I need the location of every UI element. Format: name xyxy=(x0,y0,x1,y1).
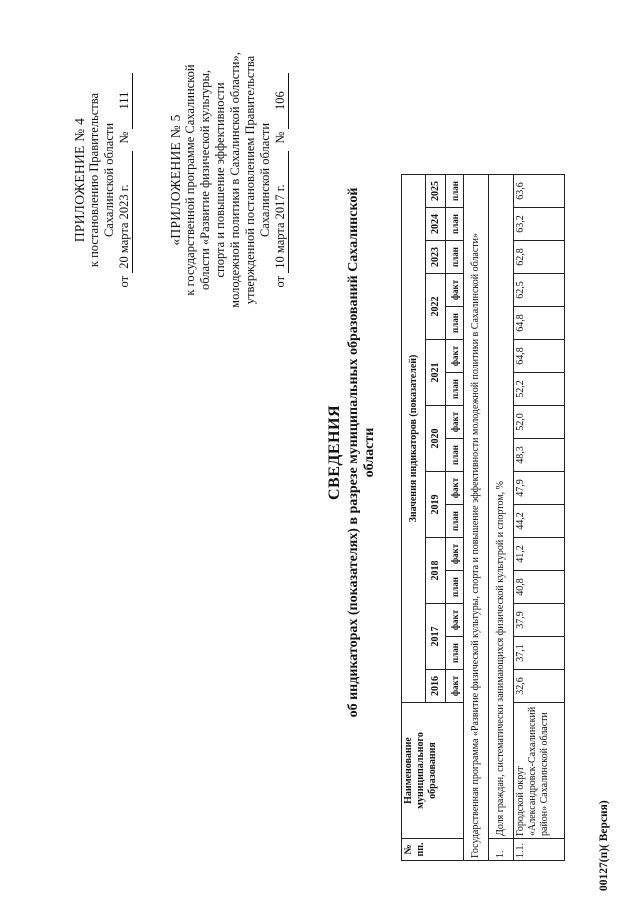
subhdr-2020-plan: план xyxy=(446,439,464,472)
appendix-4-date: 20 марта 2023 г. xyxy=(117,151,133,273)
appendix-4-num-label: № xyxy=(117,131,131,144)
value-cell: 64,8 xyxy=(514,340,565,373)
appendix-4-date-line xyxy=(117,45,133,315)
value-cell: 64,8 xyxy=(514,307,565,340)
year-2023: 2023 xyxy=(426,241,446,274)
appendix-4-line2: Сахалинской области xyxy=(102,122,116,238)
subhdr-2022-fact: факт xyxy=(446,274,464,307)
document-heading xyxy=(326,0,378,905)
appendix-5-line4: молодежной политики в Сахалинской области», xyxy=(228,52,242,308)
subhdr-2023-plan: план xyxy=(446,241,464,274)
appendix-5-from: от xyxy=(273,275,287,288)
appendix-5-line6: Сахалинской области xyxy=(258,122,272,238)
value-cell: 47,9 xyxy=(514,472,565,505)
appendix-5-num: 106 xyxy=(273,73,289,129)
indicators-table xyxy=(401,174,565,861)
year-2024: 2024 xyxy=(426,208,446,241)
value-cell: 62,8 xyxy=(514,241,565,274)
year-2018: 2018 xyxy=(426,538,446,604)
appendix-4-from: от xyxy=(117,275,131,288)
appendix-5-title: «ПРИЛОЖЕНИЕ № 5 xyxy=(168,114,183,246)
appendix-5-num-label: № xyxy=(273,131,287,144)
subhdr-2020-fact: факт xyxy=(446,406,464,439)
document-footer-code: 00127(п)( Версия) xyxy=(598,800,610,891)
appendix-5-line2: области «Развитие физической культуры, xyxy=(198,70,212,291)
value-cell: 32,6 xyxy=(514,670,565,703)
value-cell: 63,6 xyxy=(514,175,565,208)
value-cell: 41,2 xyxy=(514,538,565,571)
year-2022: 2022 xyxy=(426,274,446,340)
subhdr-2017-fact: факт xyxy=(446,604,464,637)
subhdr-2019-plan: план xyxy=(446,505,464,538)
appendix-4-title: ПРИЛОЖЕНИЕ № 4 xyxy=(72,117,87,243)
appendix-5-line5: утвержденной постановлением Правительства xyxy=(243,55,257,305)
appendix-5-date: 10 марта 2017 г. xyxy=(273,151,289,273)
value-cell: 63,2 xyxy=(514,208,565,241)
year-2019: 2019 xyxy=(426,472,446,538)
subhdr-2022-plan: план xyxy=(446,307,464,340)
program-row: Государственная программа «Развитие физической культуры, спорта и повышение эффективности молодежной политики в Сахалинской области» xyxy=(464,175,489,861)
appendix-5-header xyxy=(168,45,289,315)
year-2020: 2020 xyxy=(426,406,446,472)
col-num-header: № пп. xyxy=(402,839,464,861)
indicator-text: Доля граждан, систематически занимающихся физической культурой и спортом, % xyxy=(489,175,514,839)
year-2021: 2021 xyxy=(426,340,446,406)
subhdr-2018-plan: план xyxy=(446,571,464,604)
value-cell: 37,9 xyxy=(514,604,565,637)
subhdr-2016-fact: факт xyxy=(446,670,464,703)
row-num: 1.1. xyxy=(514,839,565,861)
value-cell: 44,2 xyxy=(514,505,565,538)
subhdr-2024-plan: план xyxy=(446,208,464,241)
value-cell: 62,5 xyxy=(514,274,565,307)
value-cell: 40,8 xyxy=(514,571,565,604)
row-name: Городской округ «Александровск-Сахалинский район» Сахалинской области xyxy=(514,703,565,839)
col-name-header: Наименование муниципального образования xyxy=(402,703,464,839)
year-2025: 2025 xyxy=(426,175,446,208)
appendix-4-line1: к постановлению Правительства xyxy=(87,92,101,268)
table-row xyxy=(514,175,565,861)
subhdr-2025-plan: план xyxy=(446,175,464,208)
subhdr-2017-plan: план xyxy=(446,637,464,670)
indicator-num: 1. xyxy=(489,839,514,861)
year-2017: 2017 xyxy=(426,604,446,670)
document-title: СВЕДЕНИЯ xyxy=(326,404,343,501)
appendix-5-line3: спорта и повышение эффективности xyxy=(213,82,227,278)
subhdr-2018-fact: факт xyxy=(446,538,464,571)
appendix-4-header xyxy=(72,45,133,315)
document-subtitle-line1: об индикаторах (показателях) в разрезе муниципальных образований Сахалинской xyxy=(346,187,361,718)
value-cell: 37,1 xyxy=(514,637,565,670)
value-cell: 48,3 xyxy=(514,439,565,472)
subhdr-2019-fact: факт xyxy=(446,472,464,505)
appendix-5-date-line xyxy=(273,45,289,315)
document-subtitle-line2: области xyxy=(362,427,377,478)
value-cell: 52,0 xyxy=(514,406,565,439)
year-2016: 2016 xyxy=(426,670,446,703)
appendix-5-line1: к государственной программе Сахалинской xyxy=(183,64,197,296)
appendix-4-num: 111 xyxy=(117,73,133,129)
col-values-header: Значения индикаторов (показателей) xyxy=(402,175,426,703)
value-cell: 52,2 xyxy=(514,373,565,406)
subhdr-2021-plan: план xyxy=(446,373,464,406)
subhdr-2021-fact: факт xyxy=(446,340,464,373)
